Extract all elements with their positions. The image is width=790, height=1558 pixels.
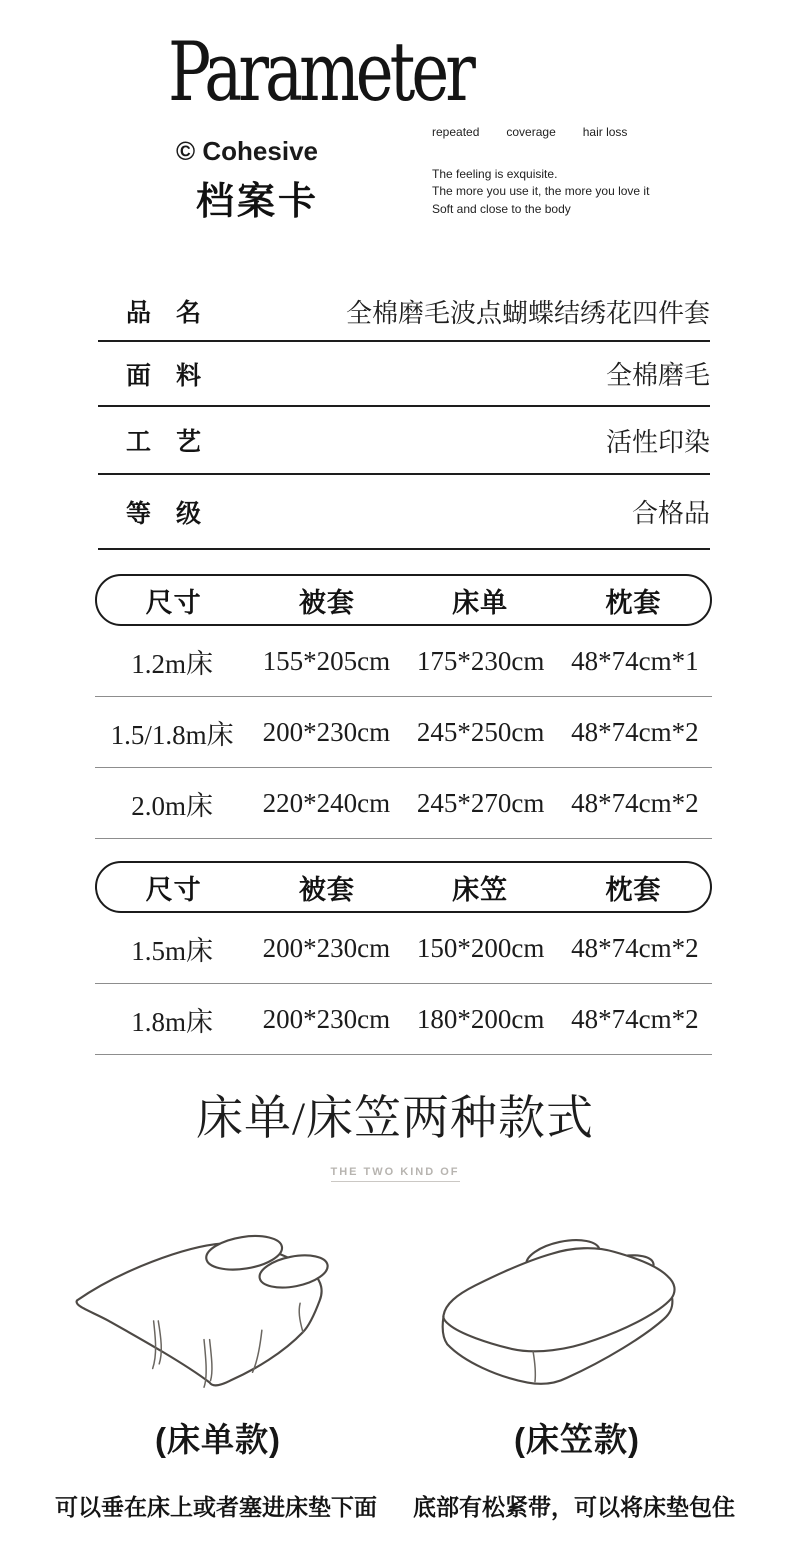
- size-cell: 48*74cm*1: [571, 645, 699, 676]
- spec-row-product-name: [98, 282, 710, 342]
- size-cell: 200*230cm: [262, 1003, 391, 1034]
- size-row: [95, 913, 712, 984]
- size-cell: 245*250cm: [416, 716, 545, 747]
- keyword-hair-loss: hair loss: [582, 125, 628, 139]
- fitted-sheet-bed-sketch: [417, 1222, 737, 1404]
- keyword-coverage: coverage: [506, 125, 556, 139]
- size-cell: 48*74cm*2: [571, 932, 699, 963]
- size-cell: 220*240cm: [262, 787, 391, 818]
- size-cell: 1.2m床: [131, 648, 213, 679]
- size-cell: 2.0m床: [131, 790, 213, 821]
- spec-label: 等 级: [126, 499, 202, 528]
- spec-table: [98, 282, 710, 550]
- size-cell: 200*230cm: [262, 716, 391, 747]
- size-cell: 200*230cm: [262, 932, 391, 963]
- size-table-fitted: [95, 861, 712, 1055]
- header-cell-duvet-cover: 被套: [298, 874, 355, 905]
- header-cell-pillowcase: 枕套: [605, 587, 662, 618]
- style-captions: [0, 1489, 790, 1522]
- header-cell-size: 尺寸: [145, 587, 202, 618]
- spec-row-craft: [98, 407, 710, 475]
- spec-value: 活性印染: [605, 427, 710, 457]
- tagline-line: The feeling is exquisite.: [432, 167, 558, 181]
- spec-value: 全棉磨毛: [605, 361, 710, 390]
- fitted-sheet-style: [417, 1222, 737, 1461]
- size-table-sheet-header: [95, 574, 712, 626]
- size-cell: 245*270cm: [416, 787, 545, 818]
- flat-sheet-bed-sketch: [53, 1222, 383, 1404]
- spec-row-grade: [98, 475, 710, 550]
- header-cell-flat-sheet: 床单: [452, 587, 509, 618]
- flat-sheet-caption: 可以垂在床上或者塞进床垫下面: [55, 1494, 377, 1520]
- spec-label: 工 艺: [126, 428, 202, 456]
- size-cell: 155*205cm: [262, 645, 391, 676]
- fitted-sheet-caption: 底部有松紧带，可以将床垫包住: [413, 1494, 735, 1520]
- size-table-fitted-header: [95, 861, 712, 913]
- brand-label: © Cohesive: [176, 136, 318, 166]
- header-cell-pillowcase: 枕套: [605, 874, 662, 905]
- spec-row-fabric: [98, 342, 710, 407]
- size-cell: 180*200cm: [416, 1003, 545, 1034]
- size-row: [95, 984, 712, 1055]
- header-cell-fitted-sheet: 床笠: [452, 874, 509, 905]
- size-row: [95, 768, 712, 839]
- size-cell: 48*74cm*2: [571, 716, 699, 747]
- tagline-line: Soft and close to the body: [432, 201, 571, 216]
- page-title: Parameter: [168, 26, 472, 121]
- size-row: [95, 626, 712, 697]
- styles-subheading: THE TWO KIND OF: [331, 1166, 460, 1182]
- size-cell: 1.5m床: [131, 935, 213, 966]
- size-cell: 1.5/1.8m床: [110, 719, 234, 750]
- feature-keywords: [432, 125, 627, 139]
- spec-label: 面 料: [126, 361, 202, 390]
- tagline-line: The more you use it, the more you love it: [432, 184, 650, 199]
- hero-section: [0, 0, 790, 252]
- tagline: [432, 166, 649, 218]
- flat-sheet-label: (床单款): [155, 1421, 281, 1458]
- size-table-sheet: [95, 574, 712, 839]
- size-cell: 48*74cm*2: [571, 787, 699, 818]
- size-cell: 1.8m床: [131, 1006, 213, 1037]
- flat-sheet-style: [53, 1222, 383, 1461]
- styles-subheading-wrap: [0, 1162, 790, 1182]
- size-row: [95, 697, 712, 768]
- size-cell: 150*200cm: [416, 932, 545, 963]
- card-label: 档案卡: [196, 181, 320, 223]
- size-cell: 175*230cm: [416, 645, 545, 676]
- styles-heading: 床单/床笠两种款式: [195, 1093, 595, 1145]
- spec-value: 合格品: [631, 499, 710, 528]
- fitted-sheet-label: (床笠款): [514, 1421, 640, 1458]
- spec-value: 全棉磨毛波点蝴蝶结绣花四件套: [345, 298, 710, 328]
- header-cell-duvet-cover: 被套: [298, 587, 355, 618]
- spec-label: 品 名: [126, 299, 202, 327]
- keyword-repeated: repeated: [432, 125, 480, 139]
- bed-illustrations: [0, 1222, 790, 1461]
- size-cell: 48*74cm*2: [571, 1003, 699, 1034]
- header-cell-size: 尺寸: [145, 874, 202, 905]
